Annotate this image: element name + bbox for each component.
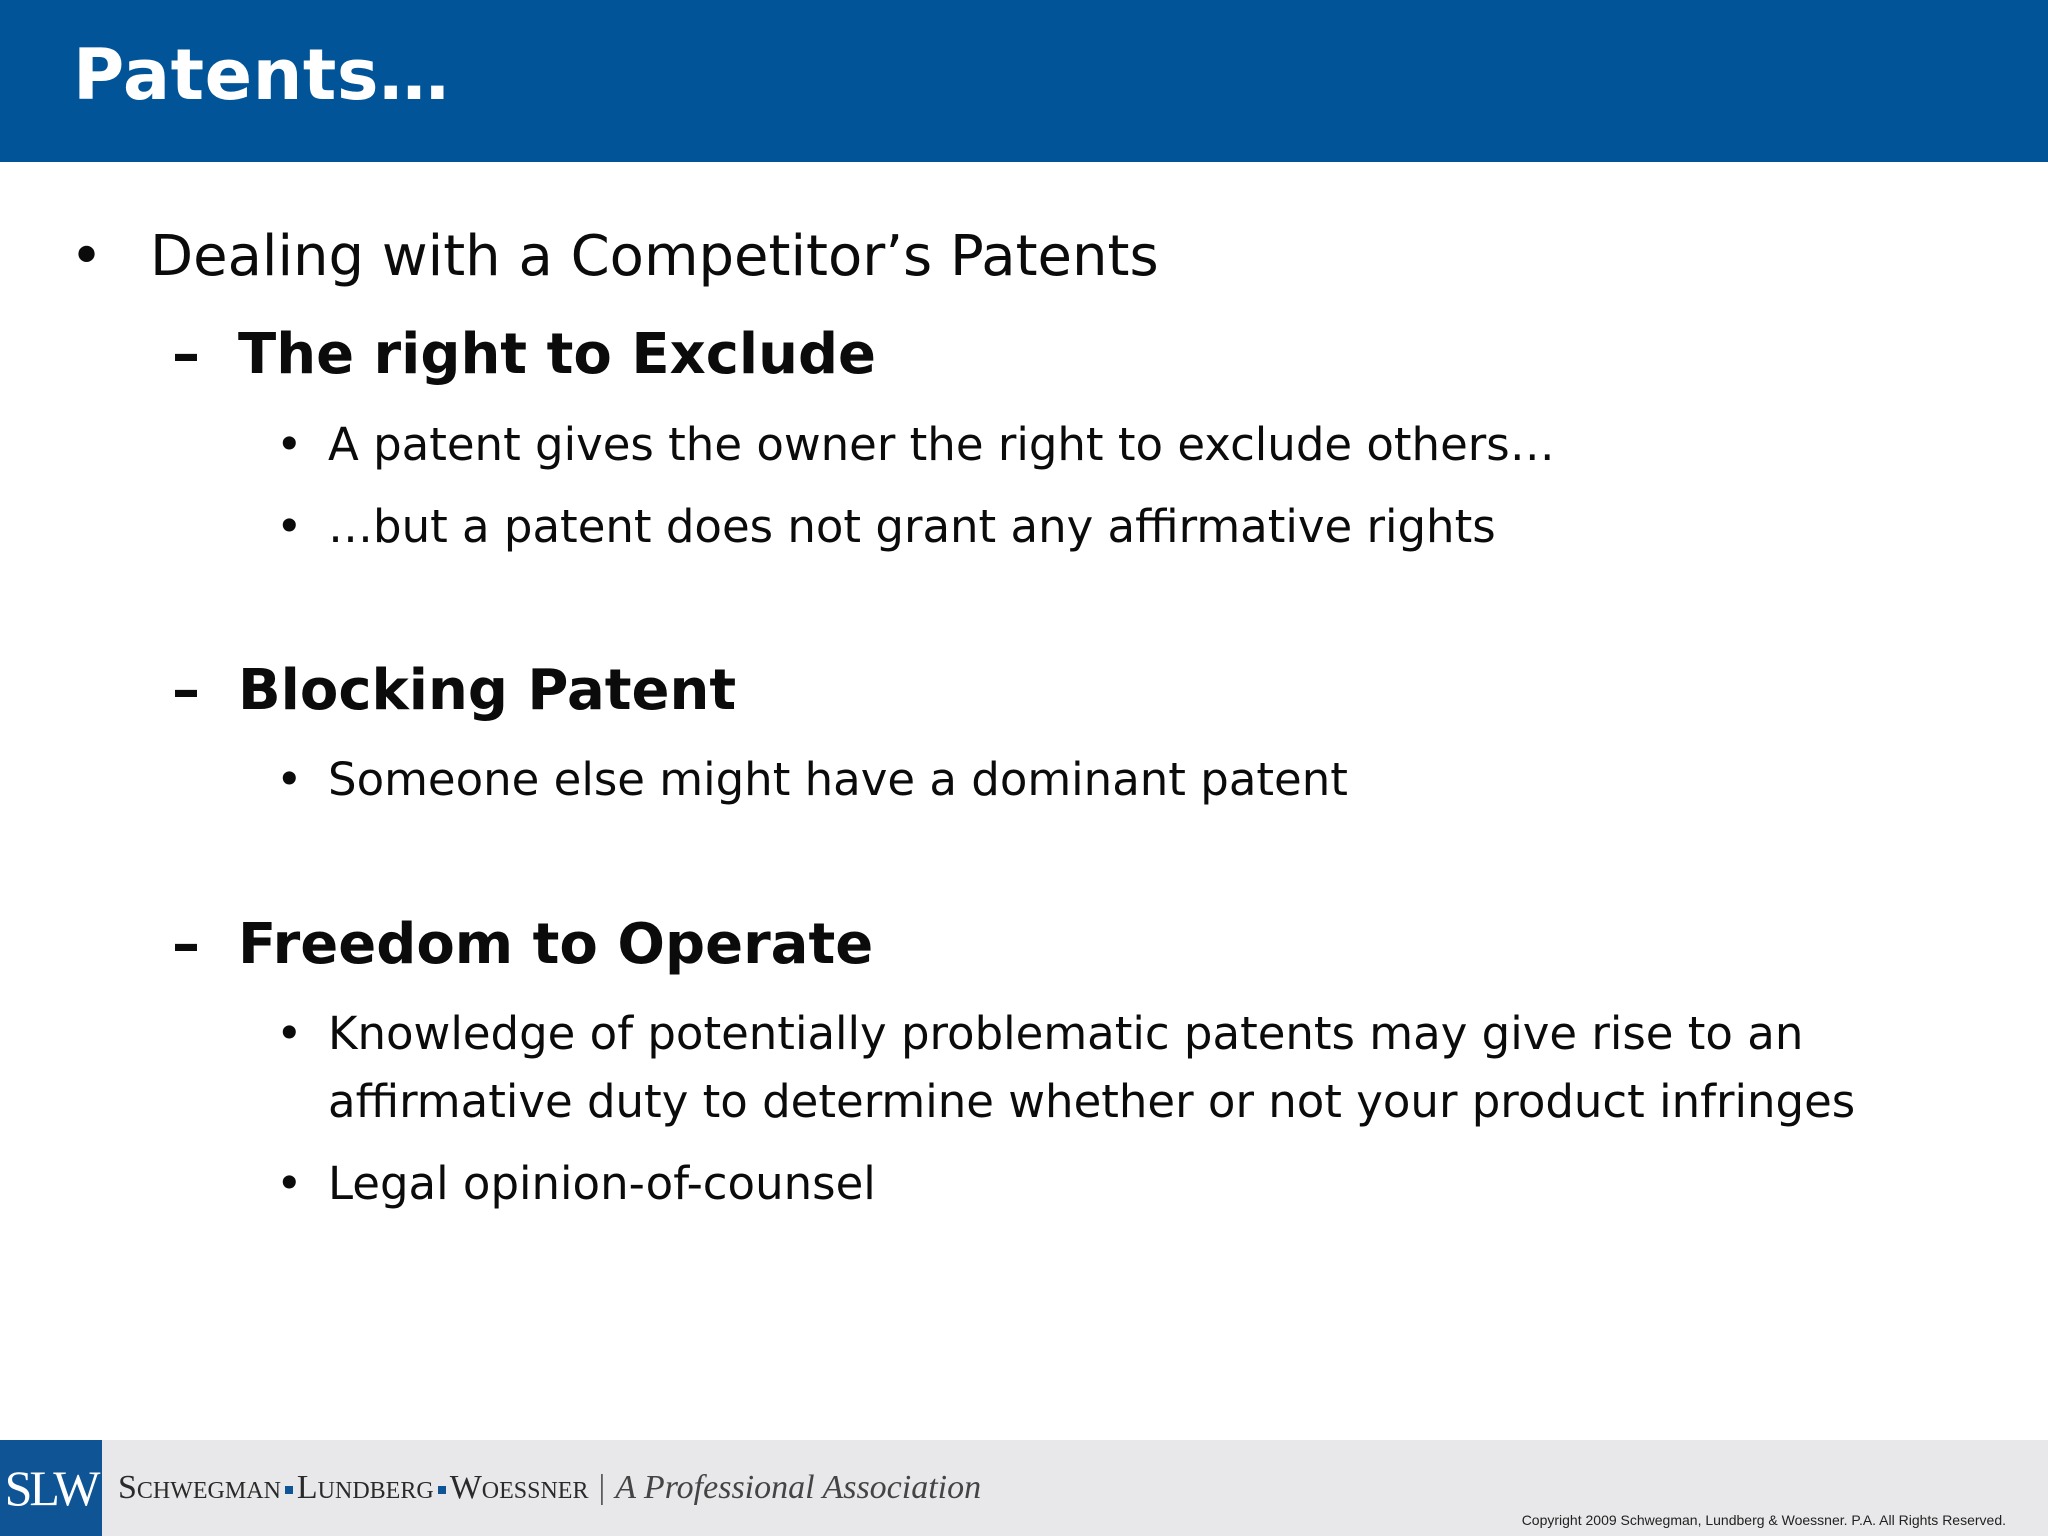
bullet-marker: • [276, 1157, 303, 1210]
square-separator-icon [285, 1486, 293, 1494]
bullet-marker: • [276, 1007, 303, 1060]
list-item-text-line2: affirmative duty to determine whether or not your product infringes [328, 1075, 1856, 1128]
firm-name-part: Lundberg [296, 1469, 434, 1506]
list-item-text-line1: Knowledge of potentially problematic patents may give rise to an [328, 1007, 1804, 1060]
square-separator-icon [438, 1486, 446, 1494]
list-item-text: A patent gives the owner the right to exclude others… [328, 418, 1555, 471]
dash-marker: – [172, 658, 200, 723]
section-heading: The right to Exclude [238, 322, 877, 387]
section-heading: Freedom to Operate [238, 912, 874, 977]
firm-name-part: Schwegman [118, 1469, 281, 1506]
bullet-marker: • [276, 500, 303, 553]
footer [0, 1440, 2048, 1536]
list-item-text: Legal opinion-of-counsel [328, 1157, 876, 1210]
slide-title: Patents… [73, 34, 450, 116]
list-item-text: …but a patent does not grant any affirmative rights [328, 500, 1496, 553]
list-item-text: Someone else might have a dominant patent [328, 753, 1348, 806]
bullet-marker: • [276, 418, 303, 471]
title-bar [0, 0, 2048, 162]
section-heading: Blocking Patent [238, 658, 737, 723]
firm-logo: SLW [0, 1440, 102, 1536]
dash-marker: – [172, 912, 200, 977]
dash-marker: – [172, 322, 200, 387]
firm-tagline: A Professional Association [615, 1469, 982, 1506]
firm-name-part: Woessner [449, 1469, 589, 1506]
firm-name [118, 1464, 981, 1512]
copyright-notice: Copyright 2009 Schwegman, Lundberg & Woessner. P.A. All Rights Reserved. [1521, 1512, 2006, 1528]
firm-separator: | [598, 1469, 606, 1506]
bullet-text: Dealing with a Competitor’s Patents [150, 224, 1159, 289]
bullet-marker: • [70, 224, 104, 289]
bullet-marker: • [276, 753, 303, 806]
